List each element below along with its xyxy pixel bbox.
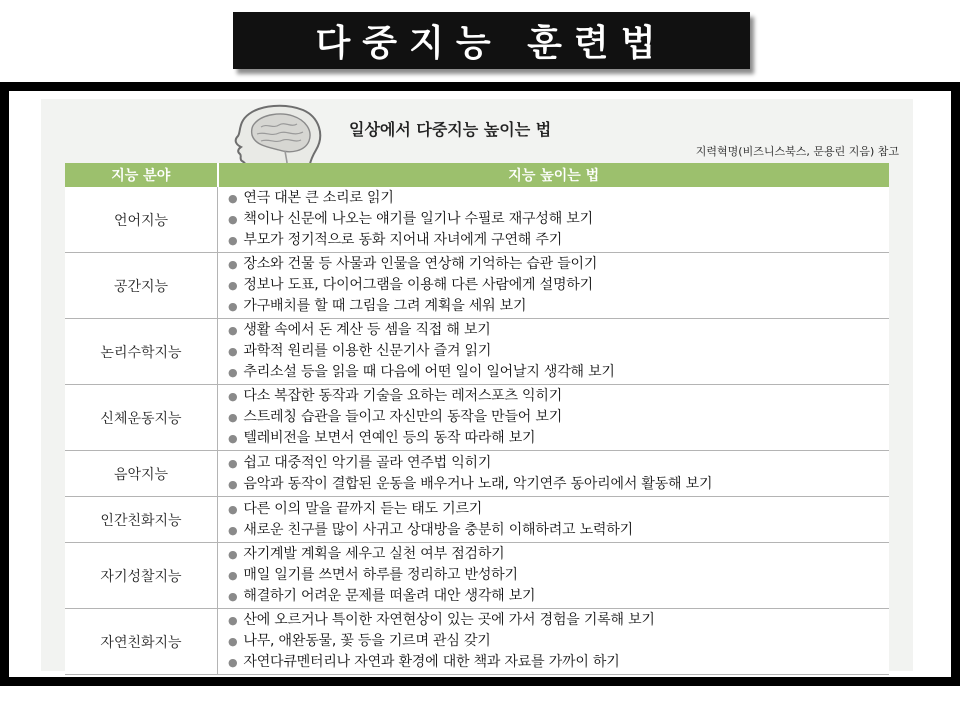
- table-header-row: [65, 163, 889, 187]
- bullet-icon: ●: [228, 279, 238, 292]
- bullet-icon: ●: [228, 614, 238, 627]
- methods-cell: [218, 543, 890, 609]
- category-cell: 공간지능: [65, 253, 218, 319]
- method-item: ● 연극 대본 큰 소리로 읽기: [228, 190, 394, 206]
- intelligence-table: [65, 163, 889, 675]
- method-item: ● 스트레칭 습관을 들이고 자신만의 동작을 만들어 보기: [228, 409, 563, 425]
- column-header-category: 지능 분야: [65, 163, 218, 187]
- table-row: [65, 187, 889, 253]
- document-title: 일상에서 다중지능 높이는 법: [349, 120, 552, 139]
- method-item: ● 장소와 건물 등 사물과 인물을 연상해 기억하는 습관 들이기: [228, 256, 598, 272]
- bullet-icon: ●: [228, 590, 238, 603]
- bullet-icon: ●: [228, 569, 238, 582]
- table-row: [65, 253, 889, 319]
- table-row: [65, 609, 889, 675]
- document-panel: [41, 99, 913, 671]
- bullet-icon: ●: [228, 234, 238, 247]
- method-item: ● 다소 복잡한 동작과 기술을 요하는 레저스포츠 익히기: [228, 388, 563, 404]
- table-row: [65, 543, 889, 609]
- category-cell: 자기성찰지능: [65, 543, 218, 609]
- methods-cell: [218, 253, 890, 319]
- source-citation: 지력혁명(비즈니스북스, 문용린 지음) 참고: [695, 145, 899, 158]
- bullet-icon: ●: [228, 456, 238, 470]
- methods-cell: [218, 609, 890, 675]
- table-row: [65, 319, 889, 385]
- table-row: [65, 497, 889, 543]
- bullet-icon: ●: [228, 635, 238, 648]
- method-item: ● 생활 속에서 돈 계산 등 셈을 직접 해 보기: [228, 322, 491, 338]
- method-item: ● 해결하기 어려운 문제를 떠올려 대안 생각해 보기: [228, 588, 536, 604]
- method-item: ● 매일 일기를 쓰면서 하루를 정리하고 반성하기: [228, 567, 518, 583]
- methods-cell: [218, 451, 890, 497]
- bullet-icon: ●: [228, 548, 238, 561]
- document-inner: [9, 91, 951, 677]
- bullet-icon: ●: [228, 432, 238, 445]
- method-item: ● 부모가 정기적으로 동화 지어내 자녀에게 구연해 주기: [228, 232, 563, 248]
- category-cell: 인간친화지능: [65, 497, 218, 543]
- bullet-icon: ●: [228, 192, 238, 205]
- bullet-icon: ●: [228, 477, 238, 491]
- bullet-icon: ●: [228, 366, 238, 379]
- methods-cell: [218, 497, 890, 543]
- category-cell: 자연친화지능: [65, 609, 218, 675]
- method-item: ● 자기계발 계획을 세우고 실천 여부 점검하기: [228, 546, 505, 562]
- method-item: ● 새로운 친구를 많이 사귀고 상대방을 충분히 이해하려고 노력하기: [228, 521, 633, 538]
- bullet-icon: ●: [228, 656, 238, 669]
- method-item: ● 책이나 신문에 나오는 얘기를 일기나 수필로 재구성해 보기: [228, 211, 593, 227]
- bullet-icon: ●: [228, 502, 238, 516]
- document-frame: [0, 82, 960, 686]
- method-item: ● 정보나 도표, 다이어그램을 이용해 다른 사람에게 설명하기: [228, 277, 593, 293]
- bullet-icon: ●: [228, 213, 238, 226]
- method-item: ● 나무, 애완동물, 꽃 등을 기르며 관심 갖기: [228, 633, 491, 649]
- method-item: ● 자연다큐멘터리나 자연과 환경에 대한 책과 자료를 가까이 하기: [228, 654, 620, 670]
- category-cell: 논리수학지능: [65, 319, 218, 385]
- method-item: ● 텔레비전을 보면서 연예인 등의 동작 따라해 보기: [228, 430, 536, 446]
- methods-cell: [218, 187, 890, 253]
- method-item: ● 쉽고 대중적인 악기를 골라 연주법 익히기: [228, 454, 492, 471]
- method-item: ● 다른 이의 말을 끝까지 듣는 태도 기르기: [228, 500, 483, 517]
- method-item: ● 산에 오르거나 특이한 자연현상이 있는 곳에 가서 경험을 기록해 보기: [228, 612, 655, 628]
- bullet-icon: ●: [228, 523, 238, 537]
- method-item: ● 과학적 원리를 이용한 신문기사 즐겨 읽기: [228, 343, 492, 359]
- category-cell: 언어지능: [65, 187, 218, 253]
- table-row: [65, 385, 889, 451]
- bullet-icon: ●: [228, 300, 238, 313]
- bullet-icon: ●: [228, 390, 238, 403]
- bullet-icon: ●: [228, 324, 238, 337]
- column-header-methods: 지능 높이는 법: [218, 163, 890, 187]
- bullet-icon: ●: [228, 258, 238, 271]
- bullet-icon: ●: [228, 411, 238, 424]
- method-item: ● 가구배치를 할 때 그림을 그려 계획을 세워 보기: [228, 298, 527, 314]
- method-item: ● 음악과 동작이 결합된 운동을 배우거나 노래, 악기연주 동아리에서 활동해 보기: [228, 475, 713, 492]
- table-row: [65, 451, 889, 497]
- method-item: ● 추리소설 등을 읽을 때 다음에 어떤 일이 일어날지 생각해 보기: [228, 364, 615, 380]
- bullet-icon: ●: [228, 345, 238, 358]
- category-cell: 음악지능: [65, 451, 218, 497]
- methods-cell: [218, 319, 890, 385]
- category-cell: 신체운동지능: [65, 385, 218, 451]
- slide-title: 다중지능 훈련법: [233, 12, 750, 69]
- methods-cell: [218, 385, 890, 451]
